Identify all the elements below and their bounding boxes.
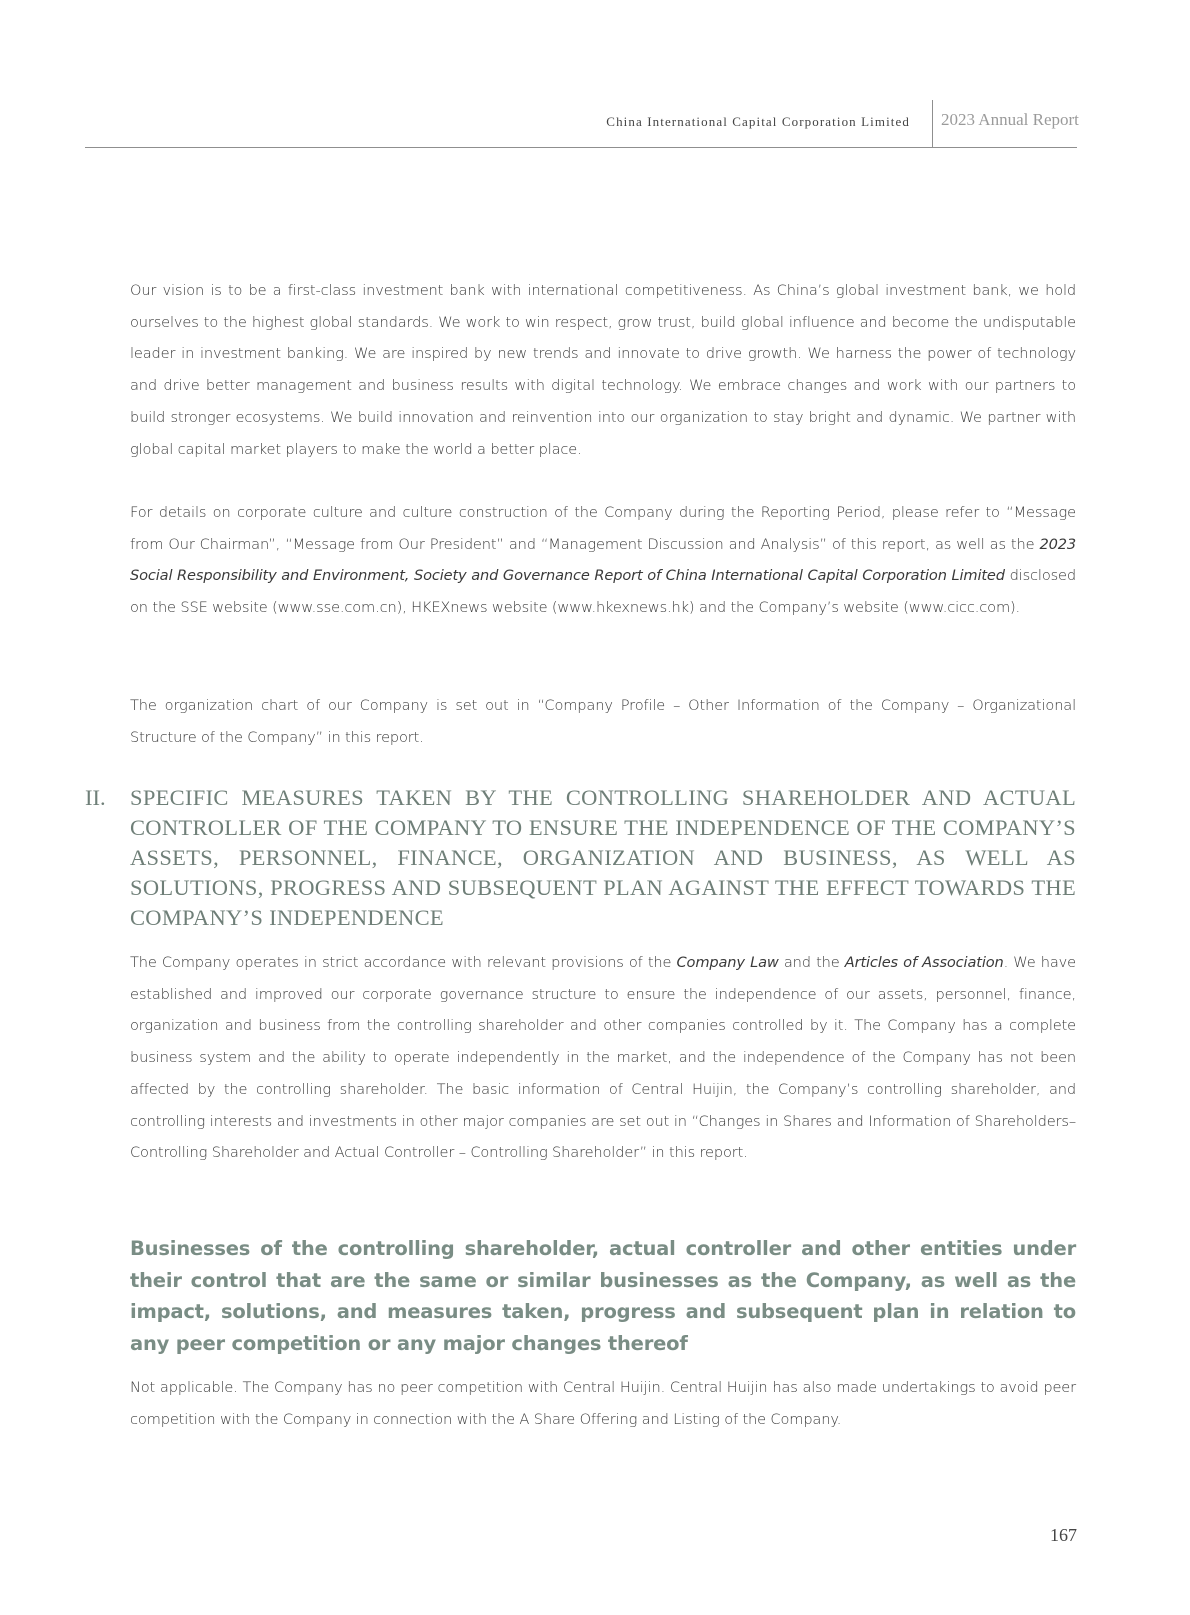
header-report-title: 2023 Annual Report	[941, 110, 1079, 129]
section-number: II.	[85, 785, 106, 810]
independence-paragraph	[130, 947, 1076, 1169]
sub-heading: Businesses of the controlling shareholder, actual controller and other entities under their control that are the same or similar businesses as the Company, as well as the impact, solutions, and measures taken, progress and subsequent plan in relation to any peer competition or any major changes thereof	[130, 1237, 1076, 1356]
esg-report-title: 2023 Social Responsibility and Environment, Society and Governance Report of China International Capital Corporation Limited	[130, 535, 1076, 585]
culture-paragraph	[130, 497, 1076, 624]
articles-title: Articles of Association	[844, 954, 1004, 971]
company-law-title: Company Law	[676, 954, 779, 971]
culture-text-2: disclosed on the SSE website (www.sse.com.cn), HKEXnews website (www.hkexnews.hk) and the Company’s website (www.cicc.com).	[130, 567, 1076, 617]
org-chart-paragraph: The organization chart of our Company is set out in “Company Profile – Other Information of the Company – Organizational Structure of the Company” in this report.	[130, 697, 1076, 746]
culture-text-1: For details on corporate culture and culture construction of the Company during the Reporting Period, please refer to “Message from Our Chairman”, “Message from Our President” and “Management Discussion and Analysis” of this report, as well as the	[130, 504, 1076, 553]
independence-text-3: . We have established and improved our corporate governance structure to ensure the independence of our assets, personnel, finance, organization and business from the controlling shareholder and other companies controlled by it. The Company has a complete business system and the ability to operate independently in the market, and the independence of the Company has not been affected by the controlling shareholder. The basic information of Central Huijin, the Company’s controlling shareholder, and controlling interests and investments in other major companies are set out in “Changes in Shares and Information of Shareholders– Controlling Shareholder and Actual Controller – Controlling Shareholder” in this report.	[130, 954, 1076, 1162]
section-title: SPECIFIC MEASURES TAKEN BY THE CONTROLLING SHAREHOLDER AND ACTUAL CONTROLLER OF THE COMPANY TO ENSURE THE INDEPENDENCE OF THE COMPANY’S ASSETS, PERSONNEL, FINANCE, ORGANIZATION AND BUSINESS, AS WELL AS SOLUTIONS, PROGRESS AND SUBSEQUENT PLAN AGAINST THE EFFECT TOWARDS THE COMPANY’S INDEPENDENCE	[130, 785, 1076, 930]
independence-text-2: and the	[778, 954, 845, 971]
page-number: 167	[1050, 1525, 1077, 1545]
header-separator	[932, 100, 933, 147]
running-header	[85, 100, 1077, 148]
not-applicable-paragraph: Not applicable. The Company has no peer competition with Central Huijin. Central Huijin has also made undertakings to avoid peer competition with the Company in connection with the A Share Offering and Listing of the Company.	[130, 1379, 1076, 1428]
vision-paragraph: Our vision is to be a first-class investment bank with international competitiveness. As China’s global investment bank, we hold ourselves to the highest global standards. We work to win respect, grow trust, build global influence and become the undisputable leader in investment banking. We are inspired by new trends and innovate to drive growth. We harness the power of technology and drive better management and business results with digital technology. We embrace changes and work with our partners to build stronger ecosystems. We build innovation and reinvention into our organization to stay bright and dynamic. We partner with global capital market players to make the world a better place.	[130, 282, 1076, 458]
header-company-name: China International Capital Corporation Limited	[606, 114, 910, 129]
independence-text-1: The Company operates in strict accordance with relevant provisions of the	[130, 954, 677, 971]
